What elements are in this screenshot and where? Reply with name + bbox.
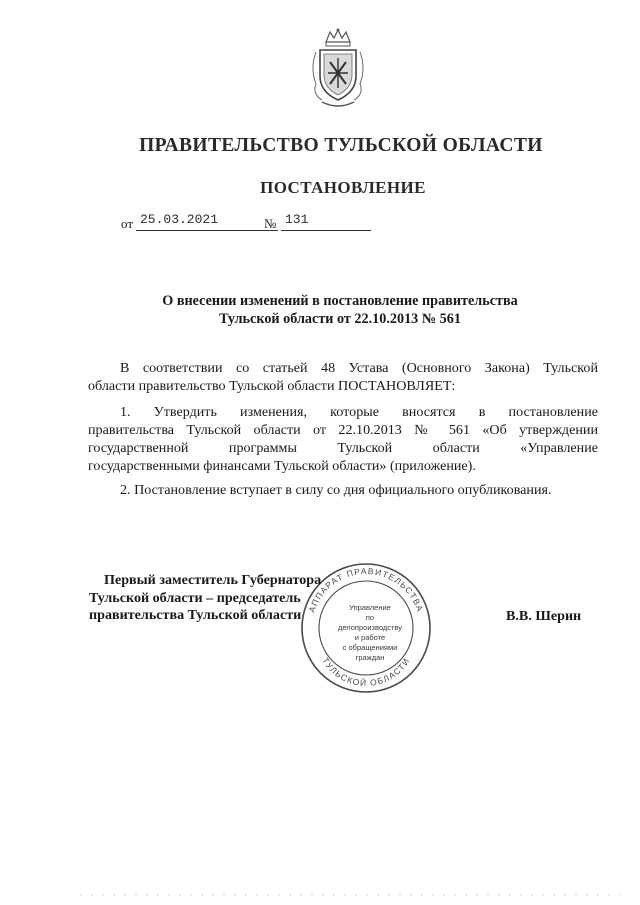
scan-artifact-line — [0, 893, 640, 897]
body-line: 1. Утвердить изменения, которые вносятся в постановление — [120, 404, 598, 420]
date-underline — [136, 230, 278, 231]
date-label: от — [121, 216, 134, 231]
signatory-line-1: Первый заместитель Губернатора — [104, 572, 322, 588]
signatory-name: В.В. Шерин — [506, 608, 582, 624]
stamp-line: с обращениями — [342, 643, 398, 652]
tula-coat-of-arms-icon — [308, 28, 368, 110]
body-line: государственной программы Тульской области «Управление — [88, 440, 598, 456]
body-paragraph-2 — [88, 403, 598, 475]
subject-line-2: Тульской области от 22.10.2013 № 561 — [219, 311, 461, 327]
stamp-ring-bottom: ТУЛЬСКОЙ ОБЛАСТИ — [320, 655, 412, 689]
stamp-ring-top: АППАРАТ ПРАВИТЕЛЬСТВА — [306, 565, 426, 614]
document-type-title: ПОСТАНОВЛЕНИЕ — [260, 178, 426, 197]
body-line: государственными финансами Тульской области» (приложение). — [88, 458, 476, 474]
signatory-title — [89, 572, 321, 625]
decree-subject — [140, 292, 540, 328]
date-value: 25.03.2021 — [140, 212, 219, 227]
stamp-line: и работе — [354, 633, 386, 642]
signatory-line-2: Тульской области – председатель — [89, 589, 301, 606]
body-line: области правительство Тульской области ПОСТАНОВЛЯЕТ: — [88, 378, 456, 394]
signatory-line-3: правительства Тульской области — [89, 607, 302, 623]
stamp-center-text — [334, 603, 406, 663]
body-paragraph-3 — [88, 481, 598, 499]
body-paragraph-1 — [88, 359, 598, 395]
stamp-line: граждан — [355, 653, 385, 662]
stamp-line: по делопроизводству — [338, 613, 402, 632]
government-title: ПРАВИТЕЛЬСТВО ТУЛЬСКОЙ ОБЛАСТИ — [139, 135, 543, 156]
body-line: 2. Постановление вступает в силу со дня официального опубликования. — [120, 482, 552, 498]
number-value: 131 — [285, 212, 309, 227]
number-underline — [281, 230, 371, 231]
number-label: № — [264, 216, 277, 231]
body-line: В соответствии со статьей 48 Устава (Основного Закона) Тульской — [120, 360, 598, 376]
subject-line-1: О внесении изменений в постановление правительства — [162, 293, 518, 309]
body-line: правительства Тульской области от 22.10.2013 № 561 «Об утверждении — [88, 422, 598, 438]
stamp-line: Управление — [349, 603, 391, 612]
